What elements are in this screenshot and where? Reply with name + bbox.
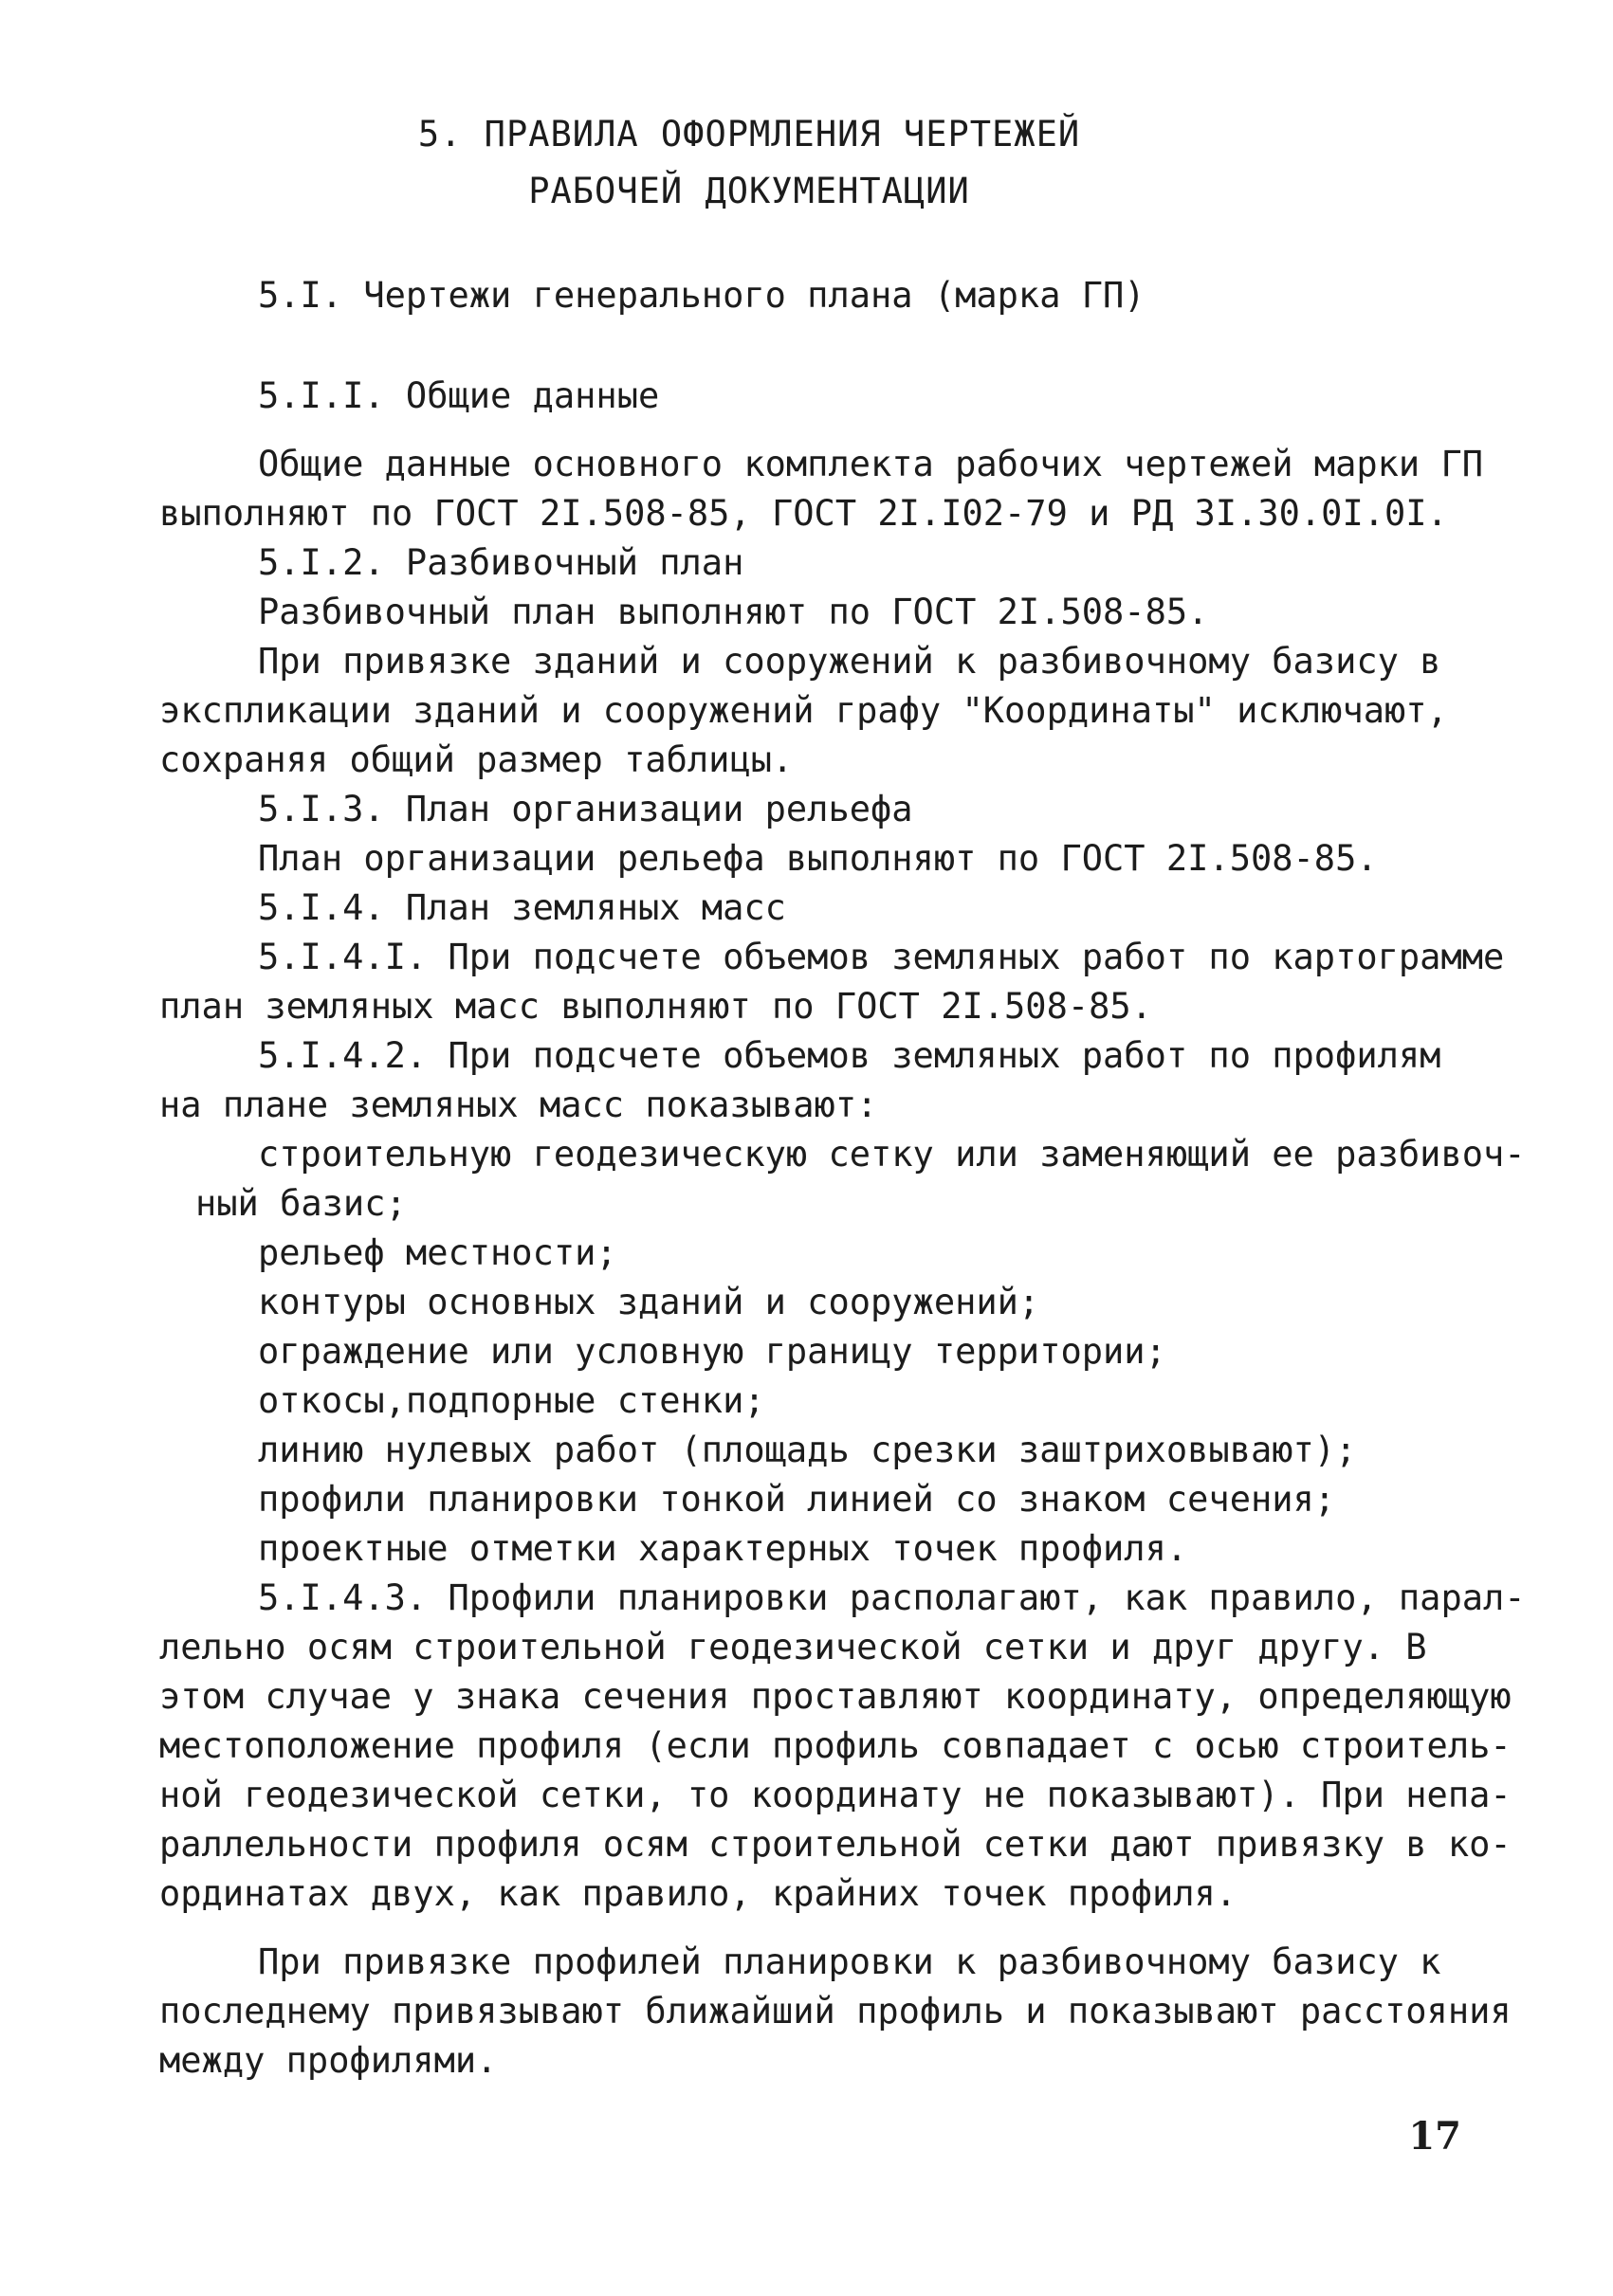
body-line: Общие данные основного комплекта рабочих чертежей марки ГП: [258, 444, 1484, 484]
subsection-heading: 5.I.2. Разбивочный план: [258, 542, 744, 583]
body-line: раллельности профиля осям строительной сетки дают привязку в ко-: [159, 1824, 1512, 1865]
body-line: лельно осям строительной геодезической сетки и друг другу. В: [159, 1627, 1427, 1667]
subsection-heading: 5.I.I. Общие данные: [258, 375, 660, 416]
section-subtitle: РАБОЧЕЙ ДОКУМЕНТАЦИИ: [528, 171, 970, 211]
body-line: При привязке профилей планировки к разбивочному базису к: [258, 1941, 1441, 1982]
body-line: выполняют по ГОСТ 2I.508-85, ГОСТ 2I.I02-79 и РД 3I.30.0I.0I.: [159, 493, 1448, 534]
body-line: 5.I.4.3. Профили планировки располагают, как правило, парал-: [258, 1577, 1526, 1618]
body-line: 5.I.4.2. При подсчете объемов земляных работ по профилям: [258, 1035, 1441, 1076]
subsection-heading: 5.I.4. План земляных масс: [258, 887, 786, 928]
list-item: ный базис;: [195, 1183, 407, 1224]
body-line: ной геодезической сетки, то координату не показывают). При непа-: [159, 1775, 1512, 1815]
body-line: 5.I.4.I. При подсчете объемов земляных работ по картограмме: [258, 937, 1505, 977]
list-item: строительную геодезическую сетку или заменяющий ее разбивоч-: [258, 1134, 1526, 1175]
body-line: экспликации зданий и сооружений графу "Координаты" исключают,: [159, 690, 1448, 731]
list-item: рельеф местности;: [258, 1232, 617, 1273]
list-item: контуры основных зданий и сооружений;: [258, 1282, 1040, 1322]
body-line: план земляных масс выполняют по ГОСТ 2I.508-85.: [159, 986, 1152, 1027]
list-item: проектные отметки характерных точек профиля.: [258, 1528, 1188, 1569]
body-line: ординатах двух, как правило, крайних точек профиля.: [159, 1873, 1237, 1914]
list-item: откосы,подпорные стенки;: [258, 1380, 765, 1421]
section-title: 5. ПРАВИЛА ОФОРМЛЕНИЯ ЧЕРТЕЖЕЙ: [417, 114, 1081, 155]
subsection-heading: 5.I. Чертежи генерального плана (марка ГП): [258, 275, 1146, 316]
subsection-heading: 5.I.3. План организации рельефа: [258, 789, 913, 829]
body-line: последнему привязывают ближайший профиль и показывают расстояния: [159, 1991, 1512, 2032]
body-line: на плане земляных масс показывают:: [159, 1084, 878, 1125]
body-line: между профилями.: [159, 2040, 498, 2081]
body-line: План организации рельефа выполняют по ГОСТ 2I.508-85.: [258, 838, 1378, 879]
body-line: местоположение профиля (если профиль совпадает с осью строитель-: [159, 1725, 1512, 1766]
body-line: Разбивочный план выполняют по ГОСТ 2I.508-85.: [258, 592, 1209, 632]
body-line: этом случае у знака сечения проставляют координату, определяющую: [159, 1676, 1512, 1717]
list-item: ограждение или условную границу территории;: [258, 1331, 1166, 1372]
body-line: сохраняя общий размер таблицы.: [159, 739, 794, 780]
page-number: 17: [1408, 2114, 1461, 2159]
body-line: При привязке зданий и сооружений к разбивочному базису в: [258, 641, 1441, 682]
list-item: линию нулевых работ (площадь срезки заштриховывают);: [258, 1430, 1357, 1470]
list-item: профили планировки тонкой линией со знаком сечения;: [258, 1479, 1336, 1520]
